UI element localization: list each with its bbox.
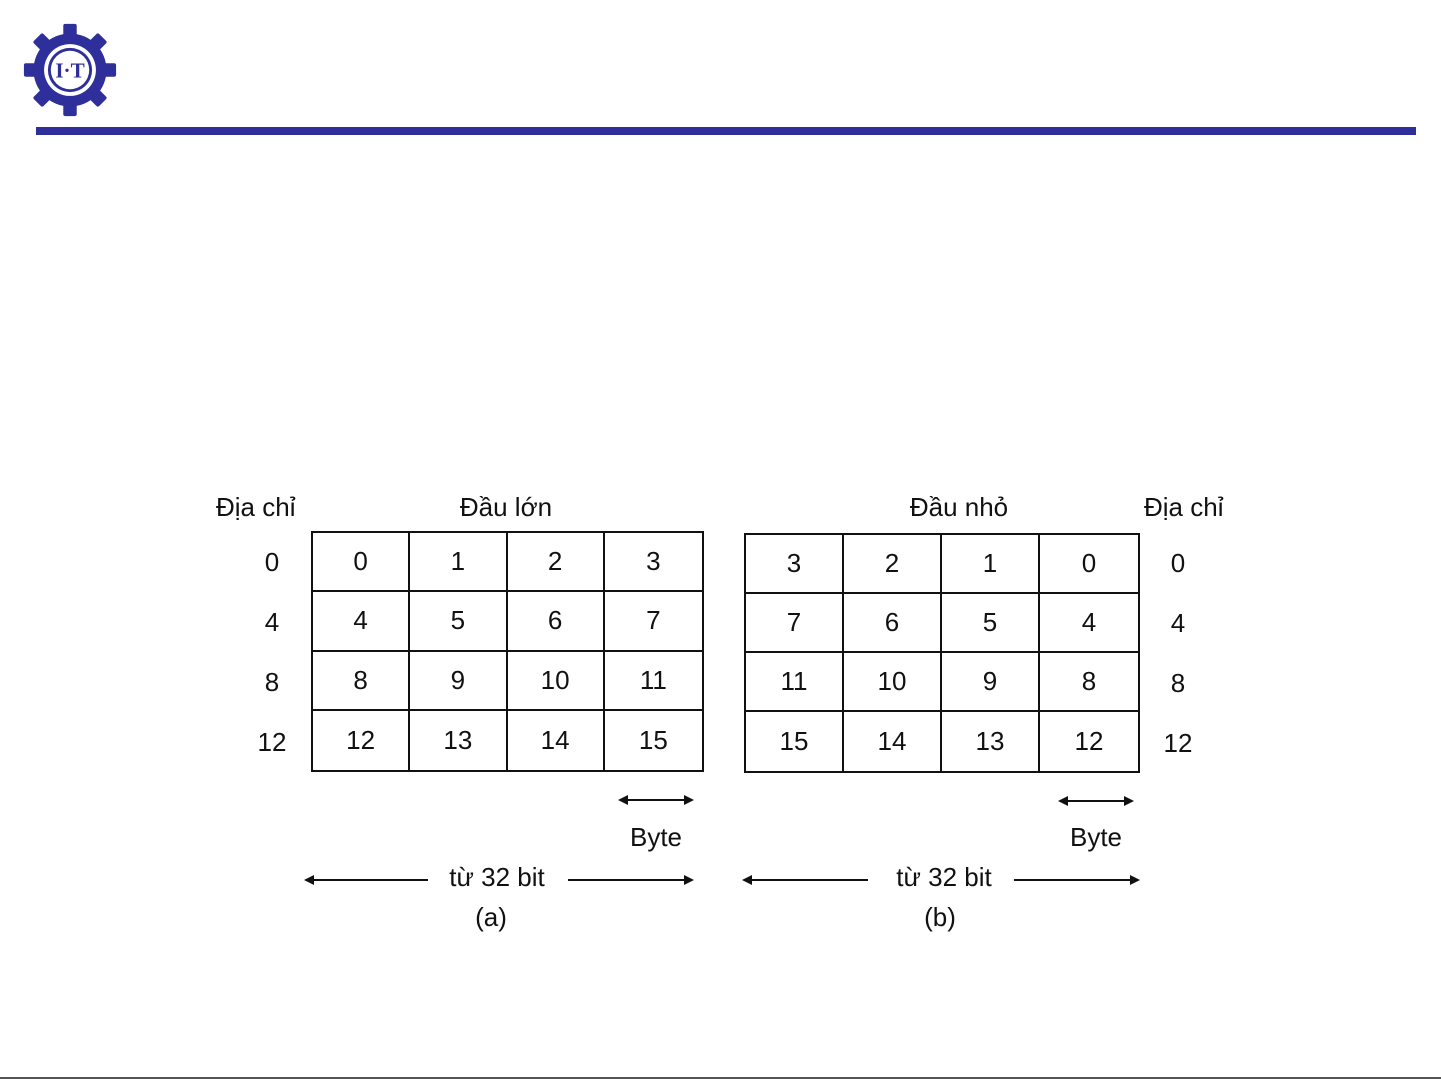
address-label: 8	[1170, 667, 1186, 698]
logo-text: I·T	[55, 58, 85, 83]
byte-cell: 3	[605, 533, 702, 592]
right-address-column	[1152, 533, 1204, 773]
left-order-heading: Đầu lớn	[459, 492, 553, 522]
byte-cell: 2	[508, 533, 605, 592]
left-byte-arrow	[618, 792, 694, 808]
byte-cell: 0	[313, 533, 410, 592]
big-endian-memory-grid	[311, 531, 704, 772]
right-word-arrow-right	[1014, 872, 1140, 888]
byte-cell: 6	[508, 592, 605, 651]
right-byte-label: Byte	[1069, 822, 1123, 852]
byte-cell: 7	[605, 592, 702, 651]
right-word-arrow-left	[742, 872, 868, 888]
byte-cell: 6	[844, 594, 942, 653]
byte-cell: 5	[410, 592, 507, 651]
byte-cell: 5	[942, 594, 1040, 653]
address-label: 4	[1170, 607, 1186, 638]
byte-cell: 14	[508, 711, 605, 770]
address-label: 12	[1163, 727, 1193, 758]
byte-cell: 10	[508, 652, 605, 711]
byte-cell: 2	[844, 535, 942, 594]
byte-cell: 8	[1040, 653, 1138, 712]
header-rule	[36, 127, 1416, 135]
byte-cell: 13	[410, 711, 507, 770]
byte-cell: 1	[410, 533, 507, 592]
address-label: 0	[264, 546, 280, 577]
address-label: 0	[1170, 547, 1186, 578]
byte-cell: 0	[1040, 535, 1138, 594]
byte-cell: 11	[746, 653, 844, 712]
left-word-arrow-left	[304, 872, 428, 888]
byte-cell: 13	[942, 712, 1040, 771]
byte-cell: 1	[942, 535, 1040, 594]
right-byte-arrow	[1058, 793, 1134, 809]
address-label: 8	[264, 666, 280, 697]
byte-cell: 4	[313, 592, 410, 651]
footer-rule	[0, 1077, 1441, 1079]
byte-cell: 14	[844, 712, 942, 771]
byte-cell: 11	[605, 652, 702, 711]
byte-cell: 9	[942, 653, 1040, 712]
left-word-label: từ 32 bit	[449, 862, 545, 892]
left-address-column	[246, 532, 298, 772]
byte-cell: 12	[1074, 726, 1104, 756]
little-endian-memory-grid	[744, 533, 1140, 773]
right-word-label: từ 32 bit	[896, 862, 992, 892]
byte-cell: 8	[313, 652, 410, 711]
byte-cell: 15	[746, 712, 844, 771]
left-caption: (a)	[475, 902, 507, 932]
left-byte-label: Byte	[629, 822, 683, 852]
byte-cell: 4	[1040, 594, 1138, 653]
byte-cell: 12	[313, 711, 410, 770]
left-word-arrow-right	[568, 872, 694, 888]
gear-logo-icon	[22, 22, 118, 118]
byte-cell: 9	[410, 652, 507, 711]
byte-cell: 7	[746, 594, 844, 653]
address-label: 4	[264, 606, 280, 637]
right-address-heading: Địa chỉ	[1144, 492, 1224, 522]
byte-cell: 3	[746, 535, 844, 594]
right-caption: (b)	[924, 902, 956, 932]
right-order-heading: Đầu nhỏ	[909, 492, 1009, 522]
byte-cell: 15	[638, 724, 668, 755]
address-label: 12	[257, 726, 287, 757]
left-address-heading: Địa chỉ	[216, 492, 296, 522]
byte-cell: 10	[844, 653, 942, 712]
